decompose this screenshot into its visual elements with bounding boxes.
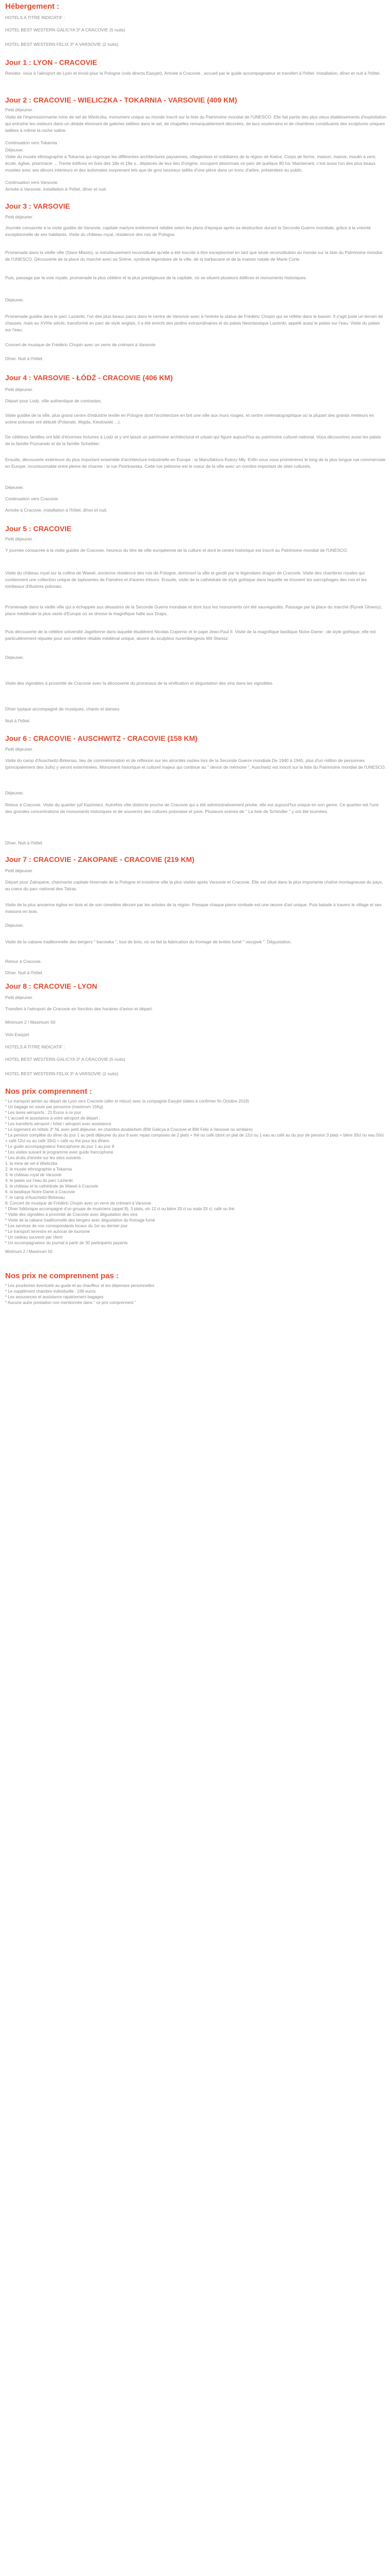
paragraph: Départ pour Lodz, ville authentique de contrastes. (5, 398, 102, 403)
hotel-item: HOTEL BEST WESTERN FELIX 3* A VARSOVIE (2 nuits) (5, 42, 119, 47)
day-title: Jour 6 : CRACOVIE - AUSCHWITZ - CRACOVIE (158 KM) (5, 734, 198, 742)
paragraph: Petit déjeuner. (5, 214, 34, 219)
paragraph: Petit déjeuner. (5, 387, 34, 392)
paragraph: Promenade dans la vieille ville (Stare Miasto), si minutieusement reconstituée qu'elle a été inscrite à titre exceptionnel en tant que seule reconstitution au monde sur la liste du Patrimoine mondial de l'UNESCO. Découverte de la place du marché avec sa Sirène, symbole légendaire de la ville, de la barbacane et de la maison natale de Marie Curie. (5, 250, 383, 262)
paragraph: Promenade dans la vieille ville qui a échappée aux désastres de la Seconde Guerre mondiale et dont tous les monuments ont été sauvegardés. Passage par la place du marché (Rynek Glowny), place médiévale la plus vaste d'Europe où se dresse la magnifique halle aux Draps. (5, 604, 382, 616)
paragraph: Puis, passage par la voie royale, promenade la plus célèbre et la plus prestigieuse de la capitale, où se situent plusieurs édifices et monuments historiques. (5, 275, 307, 280)
included-list (5, 1098, 387, 1255)
list-item: * Le transport aérien au départ de Lyon vers Cracovie (aller et retour) avec la compagnie Easyjet (dates à confirmer fin Octobre 2019) (5, 1099, 249, 1104)
paragraph: Continuation vers Varsovie. (5, 180, 59, 185)
paragraph: Déjeuner. (5, 655, 24, 660)
paragraph: Puis découverte de la célèbre université Jagellonne dans laquelle étudièrent Nicolas Copernic et le pape Jean-Paul II. Visite de la magnifique basilique Notre-Dame : de style gothique, elle est particulièrement réputée pour son célèbre rétable médiéval unique, œuvre du sculpteur nurembergeois Wit Stwosz. (5, 629, 376, 641)
paragraph: Dîner. Nuit à l'hôtel. (5, 356, 43, 361)
paragraph: Rendez- vous à l'aéroport de Lyon et envol pour la Pologne (vols directs Easyjet). Arrivée à Cracovie , accueil par le guide accompagnateur et transfert à l'hôtel. Installation, dîner et nuit à l'hôtel. (5, 71, 381, 76)
paragraph: Petit déjeuner. (5, 747, 34, 752)
paragraph: Déjeuner. (5, 485, 24, 490)
list-item: * Les pourboires éventuels au guide et au chauffeur et les dépenses personnelles (5, 1283, 154, 1288)
paragraph: Continuation vers Cracovie. (5, 496, 59, 501)
list-item: * La pension complète du dîner du jour 1 au petit déjeuner du jour 8 avec repas composés de 2 plats + thé ou café (dont un plat de 12cl ou 1 eau au café au du jour de pension 3 plats + bière 33cl ou eau 50cl + café 12cl ou au café 33cl) + café ou thé pour les dîners (5, 1133, 384, 1143)
paragraph: Visite du château royal sur la colline de Wawel, ancienne résidence des rois de Pologne, dominant la ville et gardé par le légendaire dragon de Cracovie. Visite des chambres royales qui contiennent une collection unique de tapisseries de Flandres et d'autres trésors. Ensuite, visite de la cathédrale de style gothique dans laquelle se trouvent les sarcophages des rois et les tombeaux d'illustres polonais. (5, 570, 367, 589)
paragraph: Visite de la cabane traditionnelle des bergers " bacowka ", tout de bois, où se fait la fabrication du fromage de brebis fumé " oscypek ". Dégustation. (5, 939, 292, 944)
paragraph: Déjeuner. (5, 923, 24, 928)
paragraph: Petit déjeuner. (5, 107, 34, 112)
paragraph: HOTEL BEST WESTERN FELIX 3* A VARSOVIE (2 nuits) (5, 1071, 119, 1076)
paragraph: Visite de l'impressionnante mine de sel de Wieliczka, monument unique au monde inscrit sur la liste du Patrimoine mondial de l'UNESCO. Elle fait partie des plus vieux établissements d'exploitation qui entraîne les visiteurs dans un dédale étonnant de galeries taillées dans le sel, de chapelles remarquablement décorées, de lacs souterrains et de chambres constituants des sculptures uniques taillées à même la roche saline. (5, 114, 386, 133)
paragraph: Visite du musée ethnographie a Tokarnia qui regroupe les différentes architectures paysannes, villageoises et nobiliaires de la région de Kielce. Corps de ferme, maison, manoir, moulin à vent, école, église, pharmacie ... Trente édifices en bois des 18e et 19e s., déplacés de leur lieu d'origine, occupent désormais ce parc de quelque 80 ha. Maintenant, c'est aussi l'un des plus beaux musées avec ses décors intérieurs et des automates surprenant tels que de gros taureaux taillés d'une pièce dans un tronc d'arbre, présentées au public. (5, 154, 377, 173)
paragraph: Dîner typique accompagné de musiques, chants et danses. (5, 706, 121, 711)
list-item: * Le transport terrestre en autocar de tourisme (5, 1229, 90, 1234)
paragraph: Ensuite, découverte extérieure du plus important ensemble d'architecture industrielle en Europe : la Manufaktura Ksiezy Mły. Enfin vous vous promènerez le long de la plus longue rue commerciale en Europe, incontournable entre pleine de charme : la rue Piotrkowska. Cette rue piétonne est le coeur de la ville avec un nombre important de sites culturels. (5, 457, 386, 469)
paragraph: Petit déjeuner. (5, 995, 34, 1000)
paragraph: De célèbres familles ont bâti d'énormes fortunes à Lodz et y ont laissé un patrimoine architectural et urbain qui figure aujourd'hui au patrimoine culturel national. Vous découvrirez aussi les palais de la famille Poznanski et de la famille Scheibler. (5, 434, 381, 446)
list-item: * Le logement en hôtels 3* NL avec petit déjeuner, en chambre double/twin (BW Galicya à Cracovie et BW Felix à Varsovie ou similaire) (5, 1127, 253, 1132)
day-title: Jour 4 : VARSOVIE - ŁÓDŹ - CRACOVIE (406 KM) (5, 374, 173, 382)
list-item: * Les assurances et assistance rapatriement bagages (5, 1295, 104, 1299)
day-title: Jour 8 : CRACOVIE - LYON (5, 982, 97, 990)
list-item: * Les droits d'entrée sur les sites suivants : (5, 1156, 84, 1160)
list-item: 6. la basilique Notre-Dame à Cracovie (5, 1190, 75, 1194)
not-included-list (5, 1283, 387, 1306)
list-item: * Aucune autre prestation non mentionnée dans " ce prix comprennent " (5, 1300, 136, 1305)
paragraph: Dîner. Nuit à l'hôtel. (5, 840, 43, 845)
hotels-label: HOTELS A TITRE INDICATIF : (5, 15, 65, 20)
paragraph: Visite des vignobles à proximité de Cracovie avec la découverte du processus de la vinification et dégustation des vins dans les vignobles. (5, 681, 274, 686)
list-item: 1. la mine de sel à Wieliczka (5, 1161, 57, 1166)
list-item: 4. le palais sur l'eau du parc Lazienki (5, 1178, 73, 1183)
not-included-title: Nos prix ne comprennent pas : (5, 1272, 119, 1280)
paragraph: Arrivée à Cracovie, installation à l'hôtel, dîner et nuit. (5, 507, 108, 513)
paragraph: HOTEL BEST WESTERN GALICYA 3* A CRACOVIE (5 nuits) (5, 1057, 125, 1062)
list-item: * L'accueil et assistance à votre aéroport de départ ; (5, 1116, 101, 1121)
paragraph: Visite de la plus ancienne église en bois et de son cimetière décoré par les artistes de la région. Presque chaque pierre tombale est une œuvre d'art unique. Puis balade à travers le village et ses maisons en bois. (5, 902, 382, 914)
included-title: Nos prix comprennent : (5, 1087, 92, 1096)
paragraph: Visite du camp d'Auschwitz-Birkenau, lieu de commémoration et de réflexion sur les atrocités nazies lors de la Seconde Guerre mondiale.De 1940 à 1945, plus d'un million de personnes (principalement des Juifs) y seront exterminées. Monument historique et culturel majeur qui continue au " devoir de mémoire ", Auschwitz est inscrit sur la liste du Patrimoine mondial de l'UNESCO. (5, 758, 386, 770)
paragraph: Départ pour Zakopane, charmante capitale hivernale de la Pologne et troisième ville la plus visitée après Varsovie et Cracovie. Elle est situé dans la plus importante chaîne montagneuse du pays, au coeur du parc national des Tatras. (5, 879, 383, 891)
paragraph: Déjeuner. (5, 147, 24, 152)
paragraph: Déjeuner. (5, 297, 24, 302)
list-item: * Les services de nos correspondants locaux du 1er au dernier jour (5, 1224, 128, 1228)
paragraph: Journée consacrée à la visite guidée de Varsovie, capitale martyre entièrement rebâtie selon les plans d'époque après sa destruction durant la Seconde Guerre mondiale, grâce à la volonté exceptionnelle de ses habitants. Visite du château royal, résidence des rois de Pologne. (5, 225, 371, 237)
paragraph: Promenade guidée dans le parc Lazienki, l'un des plus beaux parcs dans le centre de Varsovie avec à l'entrée la statue de Frédéric Chopin qui se reflète dans le bassin. Il s'agit juste un terrain de chasses, mais au XVIIIe siècle, transformé en parc de style anglais, il a été enrichi des jardins extraordinaires et du palais Neoclassique Lazienki, appelé aussi le palais sur l'eau. Visite du palais sur l'eau. (5, 314, 383, 332)
list-item: 2. le musée ethnographie a Tokarnia (5, 1167, 72, 1172)
list-item: 3. le château royal de Varsovie (5, 1173, 62, 1177)
list-item: * Dîner folklorique accompagné d'un groupe de musiciens (appel 8), 3 plats, vin 12 cl ou bière 33 cl ou soda 33 cl, café ou thé (5, 1207, 235, 1211)
paragraph: HOTELS A TITRE INDICATIF : (5, 1044, 65, 1049)
paragraph: Continuation vers Tokarnia (5, 140, 57, 145)
day-title: Jour 1 : LYON - CRACOVIE (5, 58, 97, 66)
paragraph: Y journée consacrée à la visite guidée de Cracovie, heureux du titre de ville européenne de la culture et dont le centre historique est inscrit au Patrimoine mondial de l'UNESCO. (5, 548, 348, 553)
paragraph: Transfert à l'aéroport de Cracovie en fonction des horaires d'avion et départ. (5, 1006, 153, 1011)
paragraph: Minimum 2 / Maximum 50 (5, 1020, 56, 1025)
paragraph: Concert de musique de Frédéric Chopin avec un verre de crémant à Varsovie (5, 342, 156, 347)
paragraph: Vols Easyjet (5, 1032, 29, 1037)
paragraph: Retour à Cracovie. Visite du quartier juif Kazimierz. Autrefois ville distincte proche de Cracovie qui a été administrativement privée, elle est aujourd'hui unique en son genre. Ce quartier est l'une des grandes concentrations de monuments historiques et de souvenirs des cultures polonaise et juive. Plusieurs scènes de " La liste de Schindler " y ont été tournées. (5, 802, 379, 814)
paragraph: Arrivée à Varsovie, installation à l'hôtel, dîner et nuit. (5, 187, 107, 192)
day-title: Jour 3 : VARSOVIE (5, 202, 70, 210)
paragraph: Petit déjeuner. (5, 868, 34, 873)
list-item: * Les taxes aéroports : 21 Euros à ce jour (5, 1110, 82, 1115)
day-title: Jour 7 : CRACOVIE - ZAKOPANE - CRACOVIE (219 KM) (5, 855, 194, 863)
paragraph: Visite guidée de la ville, plus grand centre d'industrie textile en Pologne dont l'architecture en brit une ville aux murs rouges, et centre cinématographique où la plupart des grands metteurs en scène polonais ont débuté (Polanski, Wajda, Kieslowski ...). (5, 413, 374, 425)
list-item: * Un accompagnateur du journal à partir de 30 participants payants (5, 1241, 128, 1245)
list-item: 8. Concert de musique de Frédéric Chopin avec un verre de crémant à Varsovie (5, 1201, 152, 1206)
list-item: 7. le camp d'Auschwitz-Birkenau (5, 1195, 65, 1200)
list-item: * Un bagage en soute par personne (maximum 15Kg) (5, 1105, 103, 1109)
list-item: * Visite de la cabane traditionnelle des bergers avec dégustation du fromage fumé (5, 1218, 155, 1223)
accommodation-title: Hébergement : (5, 2, 60, 11)
paragraph: Retour à Cracovie. (5, 959, 42, 964)
paragraph: Nuit à l'hôtel. (5, 718, 30, 723)
day-title: Jour 5 : CRACOVIE (5, 524, 72, 533)
paragraph: Petit déjeuner. (5, 536, 34, 541)
hotel-item: HOTEL BEST WESTERN GALICYA 3* A CRACOVIE (5 nuits) (5, 27, 125, 32)
list-item: Minimum 2 / Maximum 50 (5, 1249, 53, 1254)
list-item: * Le guide accompagnateur francophone du jour 1 au jour 8 (5, 1144, 115, 1149)
paragraph: Déjeuner. (5, 790, 24, 795)
paragraph: Dîner. Nuit à l'hôtel. (5, 970, 43, 975)
list-item: 5. le château et la cathédrale de Wawel à Cracovie (5, 1184, 99, 1189)
list-item: * Les visites suivant le programme avec guide francophone (5, 1150, 113, 1155)
list-item: * Le supplément chambre individuelle : 249 euros (5, 1289, 96, 1294)
list-item: * Un cadeau souvenir par client (5, 1235, 63, 1240)
list-item: * Les transferts aéroport / hôtel / aéroport avec assistance (5, 1122, 111, 1126)
day-title: Jour 2 : CRACOVIE - WIELICZKA - TOKARNIA - VARSOVIE (409 KM) (5, 96, 237, 104)
list-item: * Visite des vignobles à proximité de Cracovie avec dégustation des vins (5, 1212, 138, 1217)
